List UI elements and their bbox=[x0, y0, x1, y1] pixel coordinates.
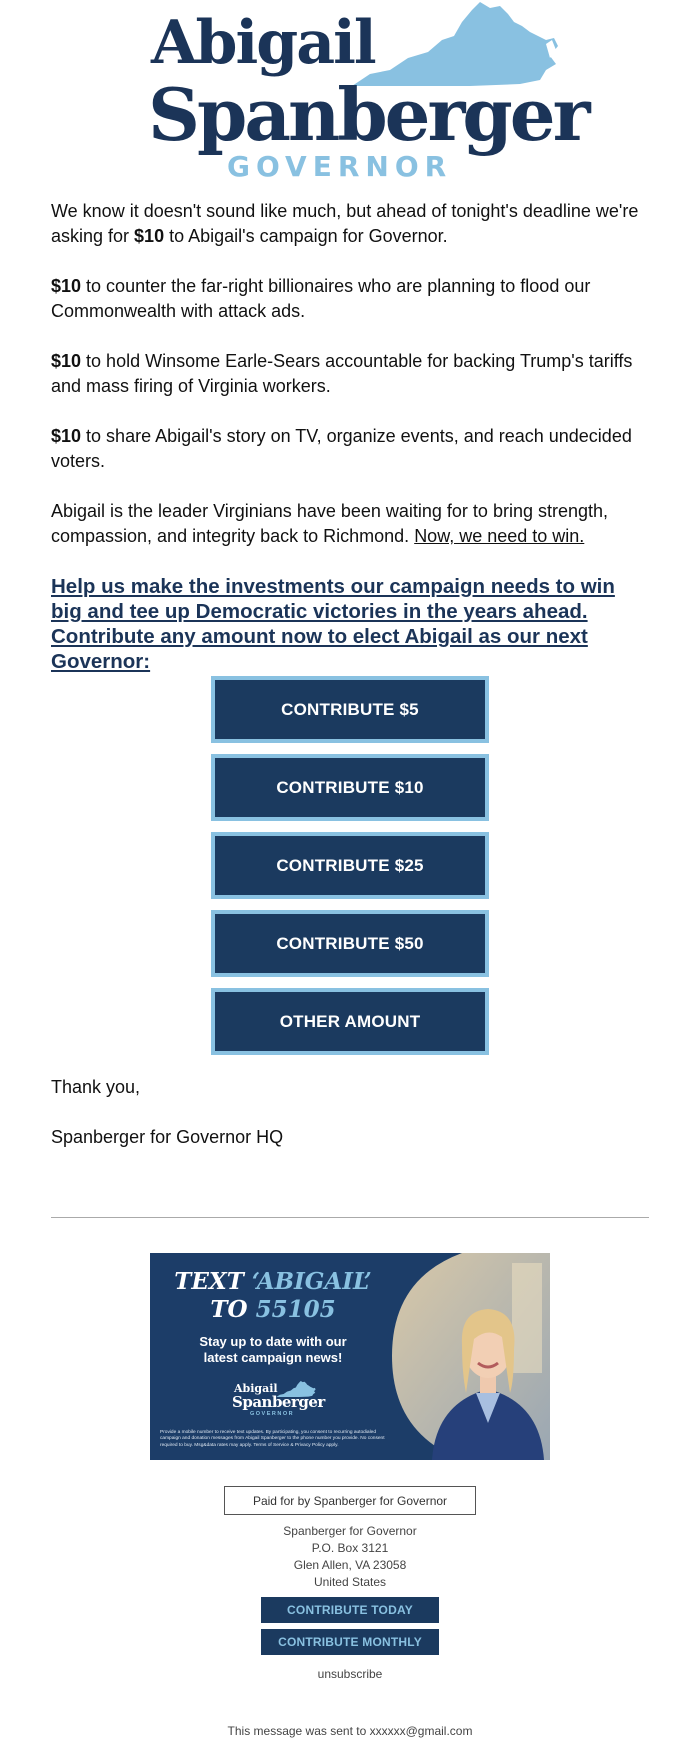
candidate-photo bbox=[392, 1253, 550, 1460]
contribute-today-button[interactable]: CONTRIBUTE TODAY bbox=[261, 1597, 439, 1623]
paragraph-3: $10 to hold Winsome Earle-Sears accountable for backing Trump's tariffs and mass firing of Virginia workers. bbox=[51, 351, 633, 396]
sent-to-notice: This message was sent to xxxxxx@gmail.com bbox=[227, 1724, 473, 1738]
contribute-heading-link[interactable]: Help us make the investments our campaign needs to win big and tee up Democratic victories in the years ahead. Contribute any amount now to elect Abigail as our next Governor: bbox=[51, 575, 615, 673]
paragraph-4: $10 to share Abigail's story on TV, organize events, and reach undecided voters. bbox=[51, 426, 632, 471]
banner-subtext-2: latest campaign news! bbox=[203, 1350, 343, 1365]
paid-for-disclaimer: Paid for by Spanberger for Governor bbox=[224, 1486, 476, 1515]
unsubscribe-link[interactable]: unsubscribe bbox=[317, 1667, 383, 1681]
banner-subtext-1: Stay up to date with our bbox=[199, 1334, 347, 1349]
donate-button-stack bbox=[211, 676, 489, 1066]
paragraph-1: We know it doesn't sound like much, but ahead of tonight's deadline we're asking for $10 to Abigail's campaign for Governor. bbox=[51, 201, 639, 246]
paragraph-2: $10 to counter the far-right billionaires who are planning to flood our Commonwealth with attack ads. bbox=[51, 276, 591, 321]
need-to-win-link[interactable]: Now, we need to win. bbox=[414, 526, 585, 546]
email-body bbox=[51, 199, 651, 674]
campaign-logo bbox=[140, 0, 588, 185]
closing-thanks: Thank you, bbox=[51, 1077, 141, 1097]
contribute-5-button[interactable]: CONTRIBUTE $5 bbox=[211, 676, 489, 743]
contribute-10-button[interactable]: CONTRIBUTE $10 bbox=[211, 754, 489, 821]
banner-mini-logo: Abigail Spanberger GOVERNOR bbox=[232, 1382, 325, 1417]
contribute-50-button[interactable]: CONTRIBUTE $50 bbox=[211, 910, 489, 977]
text-signup-banner[interactable] bbox=[150, 1253, 550, 1460]
contribute-monthly-button[interactable]: CONTRIBUTE MONTHLY bbox=[261, 1629, 439, 1655]
other-amount-button[interactable]: OTHER AMOUNT bbox=[211, 988, 489, 1055]
closing-signoff: Spanberger for Governor HQ bbox=[51, 1127, 284, 1147]
banner-headline-1: TEXT ‘ABIGAIL’ bbox=[174, 1268, 372, 1295]
banner-fine-print: Provide a mobile number to receive text updates. By participating, you consent to recurring autodialed campaign and donation messages from Abigail Spanberger to the phone number you provide. No consent required to buy. Msg&data rates may apply. Terms of Service & Privacy Policy apply. bbox=[160, 1430, 385, 1448]
logo-office: GOVERNOR bbox=[227, 150, 453, 183]
contribute-25-button[interactable]: CONTRIBUTE $25 bbox=[211, 832, 489, 899]
logo-last-name: Spanberger bbox=[148, 72, 588, 157]
banner-headline-2: TO 55105 bbox=[210, 1296, 336, 1323]
logo-first-name: Abigail bbox=[151, 8, 375, 78]
paragraph-5: Abigail is the leader Virginians have been waiting for to bring strength, compassion, and integrity back to Richmond. Now, we need to win. bbox=[51, 501, 609, 546]
mailing-address: Spanberger for Governor P.O. Box 3121 Glen Allen, VA 23058 United States bbox=[283, 1524, 417, 1589]
divider bbox=[51, 1217, 649, 1218]
